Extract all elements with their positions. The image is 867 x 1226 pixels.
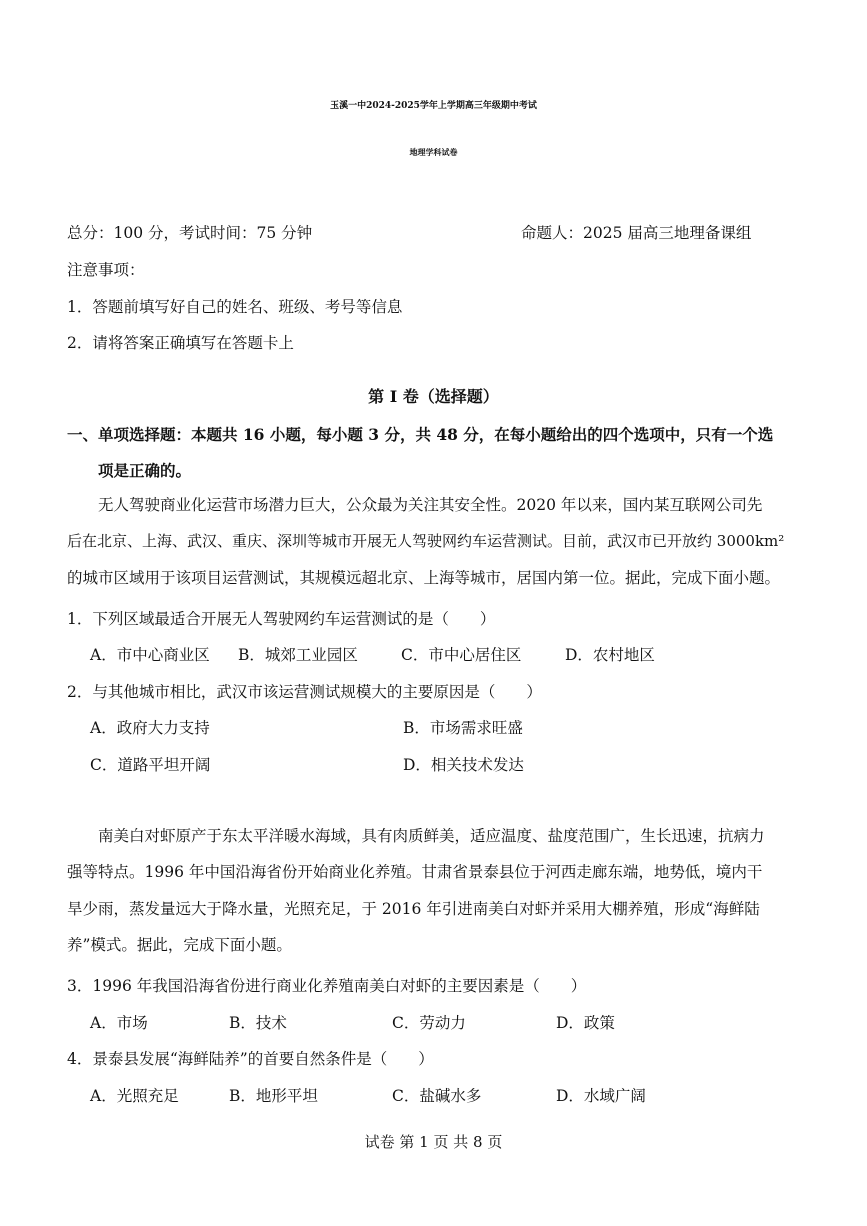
q2-option-b: B．市场需求旺盛 — [403, 719, 523, 737]
q1-option-c: C．市中心居住区 — [401, 646, 522, 664]
passage-line: 养”模式。据此，完成下面小题。 — [67, 935, 292, 954]
notice-item: 2．请将答案正确填写在答题卡上 — [67, 334, 294, 352]
q4-option-d: D．水域广阔 — [556, 1087, 646, 1105]
q1-option-d: D．农村地区 — [565, 646, 655, 664]
page-footer: 试卷 第 1 页 共 8 页 — [364, 1133, 503, 1151]
notice-item: 1．答题前填写好自己的姓名、班级、考号等信息 — [67, 298, 403, 316]
q4-option-c: C．盐碱水多 — [392, 1087, 482, 1105]
question-2-stem: 2．与其他城市相比，武汉市该运营测试规模大的主要原因是（ ） — [67, 683, 542, 701]
exam-title: 玉溪一中2024-2025学年上学期高三年级期中考试 — [330, 101, 537, 111]
section-title: 第 I 卷（选择题） — [368, 387, 499, 406]
q1-option-b: B．城郊工业园区 — [238, 646, 358, 664]
q3-option-c: C．劳动力 — [392, 1014, 466, 1032]
notice-heading: 注意事项： — [67, 261, 145, 279]
author-info: 命题人：2025 届高三地理备课组 — [521, 224, 752, 242]
section-instruction-cont: 项是正确的。 — [98, 461, 192, 480]
passage-line: 强等特点。1996 年中国沿海省份开始商业化养殖。甘肃省景泰县位于河西走廊东端，地势低，境内干 — [67, 863, 763, 882]
passage-line: 南美白对虾原产于东太平洋暖水海域，具有肉质鲜美，适应温度、盐度范围广，生长迅速，抗病力 — [98, 827, 765, 845]
question-1-stem: 1．下列区域最适合开展无人驾驶网约车运营测试的是（ ） — [67, 610, 496, 628]
q2-option-a: A．政府大力支持 — [90, 719, 210, 737]
q4-option-a: A．光照充足 — [90, 1087, 179, 1105]
q3-option-b: B．技术 — [229, 1014, 287, 1032]
q2-option-d: D．相关技术发达 — [403, 756, 524, 774]
exam-subject-title: 地理学科试卷 — [409, 147, 458, 157]
passage-2 — [67, 818, 805, 963]
section-instruction: 一、单项选择题：本题共 16 小题，每小题 3 分，共 48 分，在每小题给出的四个选项中，只有一个选 — [67, 425, 774, 444]
q3-option-a: A．市场 — [90, 1014, 148, 1032]
q3-option-d: D．政策 — [556, 1014, 615, 1032]
passage-line: 的城市区域用于该项目运营测试，其规模远超北京、上海等城市，居国内第一位。据此，完成下面小题。 — [67, 568, 781, 587]
passage-line: 旱少雨，蒸发量远大于降水量，光照充足，于 2016 年引进南美白对虾并采用大棚养殖，形成“海鲜陆 — [67, 899, 760, 918]
q4-option-b: B．地形平坦 — [229, 1087, 318, 1105]
passage-line: 无人驾驶商业化运营市场潜力巨大，公众最为关注其安全性。2020 年以来，国内某互联网公司先 — [98, 496, 763, 514]
question-4-stem: 4．景泰县发展“海鲜陆养”的首要自然条件是（ ） — [67, 1050, 434, 1068]
passage-line: 后在北京、上海、武汉、重庆、深圳等城市开展无人驾驶网约车运营测试。目前，武汉市已开放约 3000km² — [67, 532, 785, 551]
question-3-stem: 3．1996 年我国沿海省份进行商业化养殖南美白对虾的主要因素是（ ） — [67, 977, 587, 995]
q2-option-c: C．道路平坦开阔 — [90, 756, 211, 774]
score-time-info: 总分：100 分，考试时间：75 分钟 — [67, 224, 313, 242]
q1-option-a: A．市中心商业区 — [90, 646, 210, 664]
passage-1 — [67, 487, 805, 596]
